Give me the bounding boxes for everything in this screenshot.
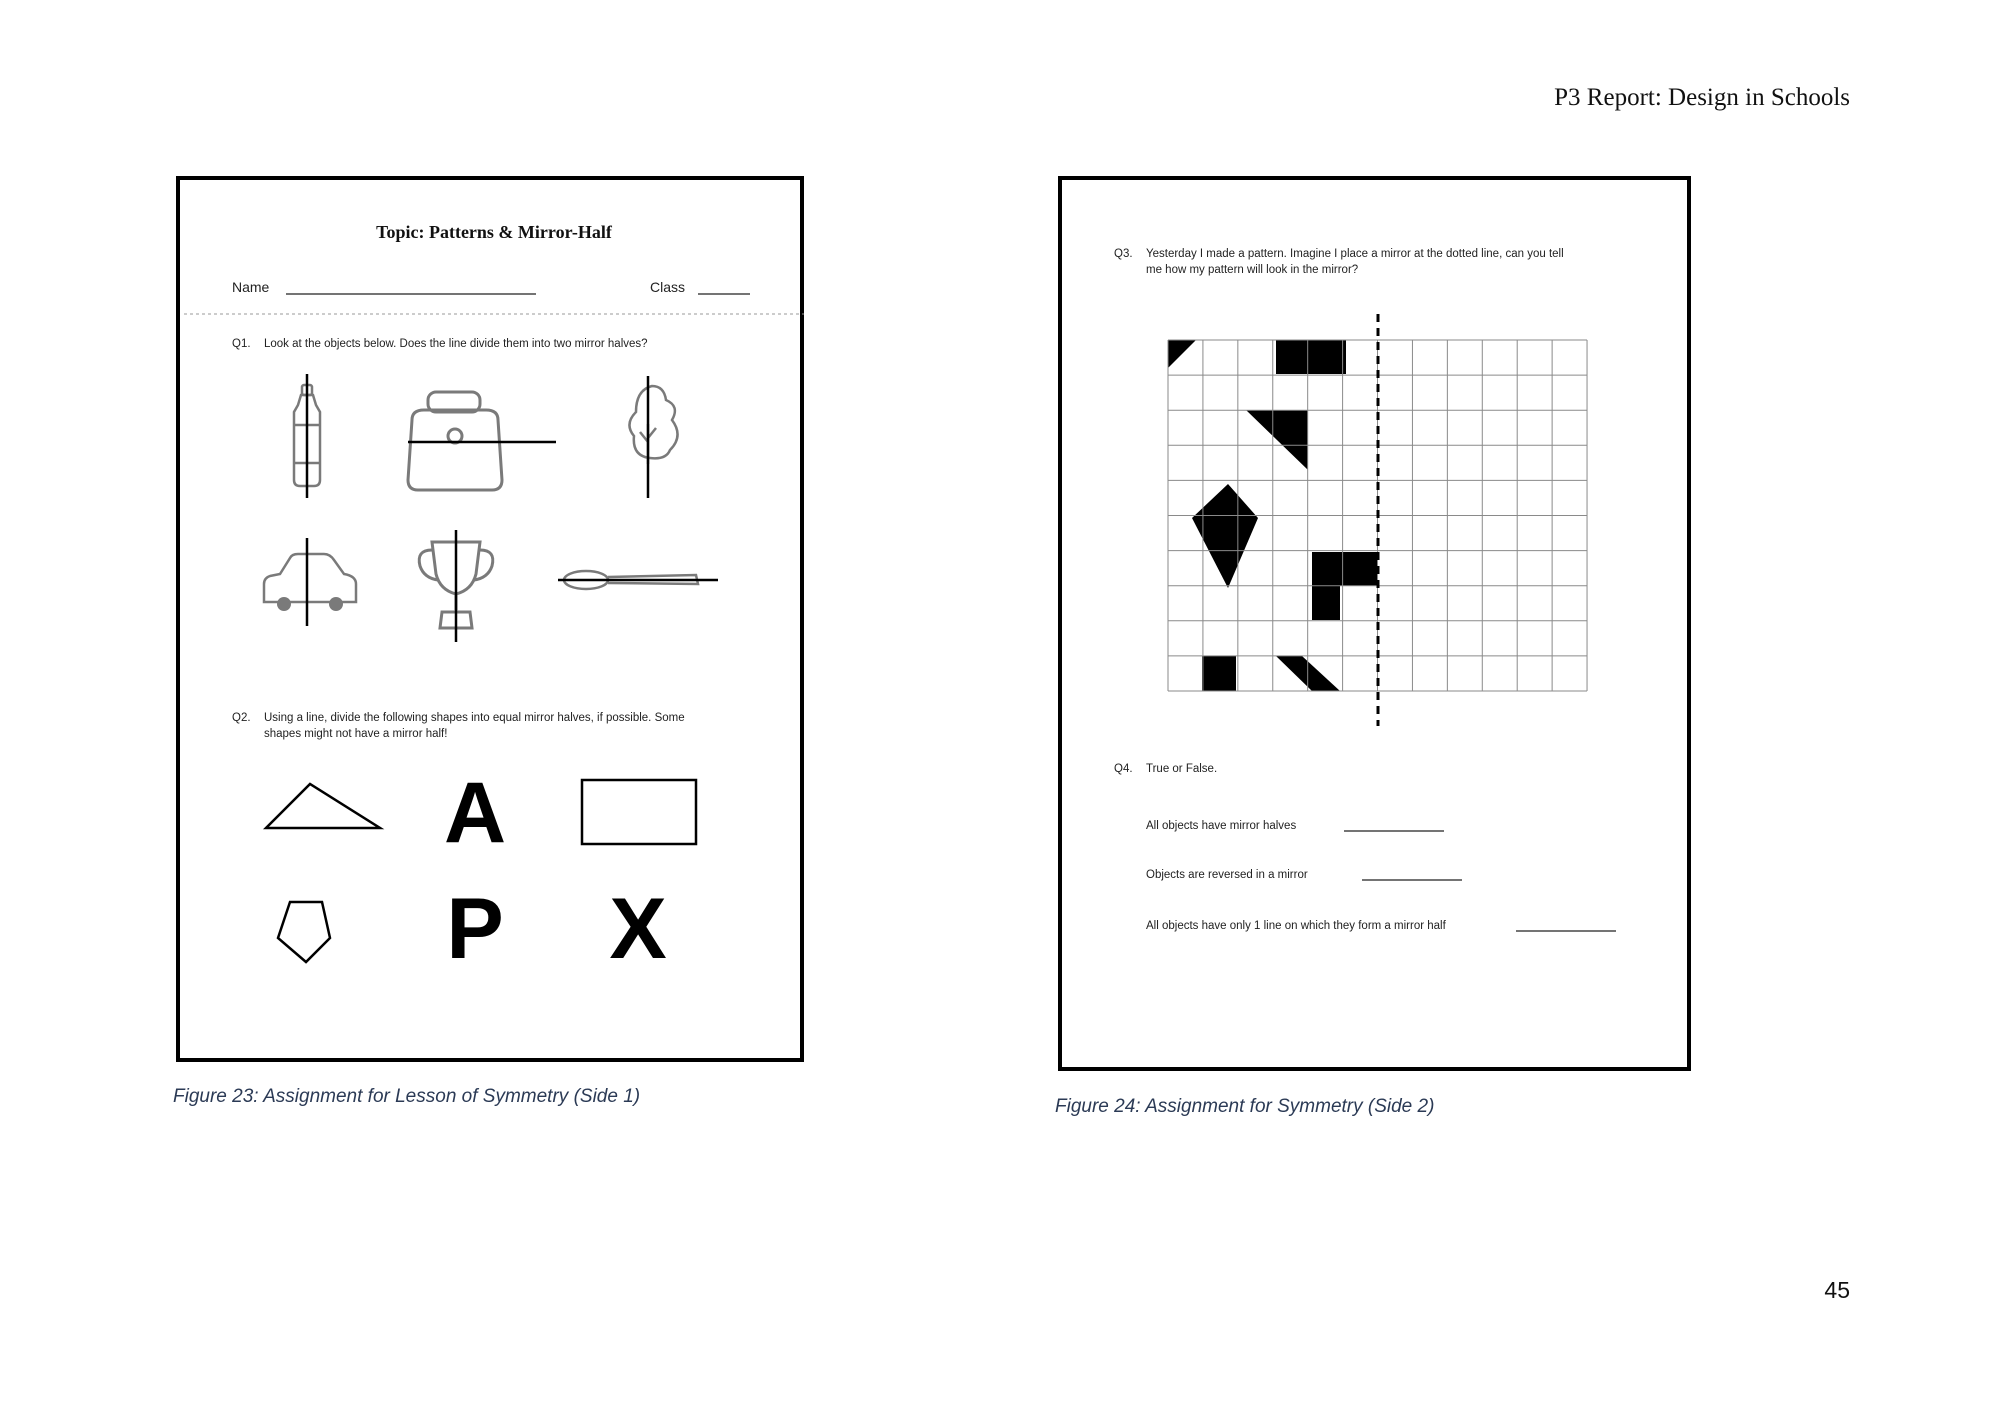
grid-shape-2 [1276,340,1346,374]
grid-shape-4 [1192,484,1258,588]
letter-x[interactable]: X [609,881,667,977]
letter-a[interactable]: A [443,765,507,861]
q1-number: Q1. [232,338,251,350]
q3-text-line2: me how my pattern will look in the mirror? [1146,264,1359,276]
worksheet-side-2-content [1062,180,1695,1075]
worksheet-title: Topic: Patterns & Mirror-Half [376,222,612,242]
statement-3: All objects have only 1 line on which they form a mirror half [1146,920,1446,932]
triangle-shape[interactable] [266,784,380,828]
grid-shape-6 [1202,656,1236,691]
q3-number: Q3. [1114,248,1133,260]
q4-text: True or False. [1146,763,1218,775]
q3-text-line1: Yesterday I made a pattern. Imagine I place a mirror at the dotted line, can you tell [1146,248,1564,260]
worksheet-side-1-content [180,180,808,1066]
statement-2: Objects are reversed in a mirror [1146,869,1308,881]
figure-24-caption: Figure 24: Assignment for Symmetry (Side 2) [1055,1096,1435,1117]
worksheet-side-1 [176,176,804,1062]
worksheet-side-2 [1058,176,1691,1071]
tree-icon [629,386,677,464]
grid-shape-3 [1246,410,1308,470]
car-icon [264,554,356,611]
name-label: Name [232,279,270,295]
running-head: P3 Report: Design in Schools [1554,84,1850,111]
letter-p[interactable]: P [446,881,504,977]
figure-23-caption: Figure 23: Assignment for Lesson of Symmetry (Side 1) [173,1086,641,1107]
statement-1: All objects have mirror halves [1146,820,1297,832]
q4-number: Q4. [1114,763,1133,775]
q2-number: Q2. [232,712,251,724]
q2-text-line1: Using a line, divide the following shapes into equal mirror halves, if possible. Some [264,712,685,724]
q1-text: Look at the objects below. Does the line divide them into two mirror halves? [264,338,648,350]
page-number: 45 [1824,1277,1850,1303]
pentagon-shape[interactable] [278,902,330,962]
q2-text-line2: shapes might not have a mirror half! [264,728,448,740]
class-label: Class [650,279,686,295]
grid-shape-1 [1168,340,1196,368]
rectangle-shape[interactable] [582,780,696,844]
